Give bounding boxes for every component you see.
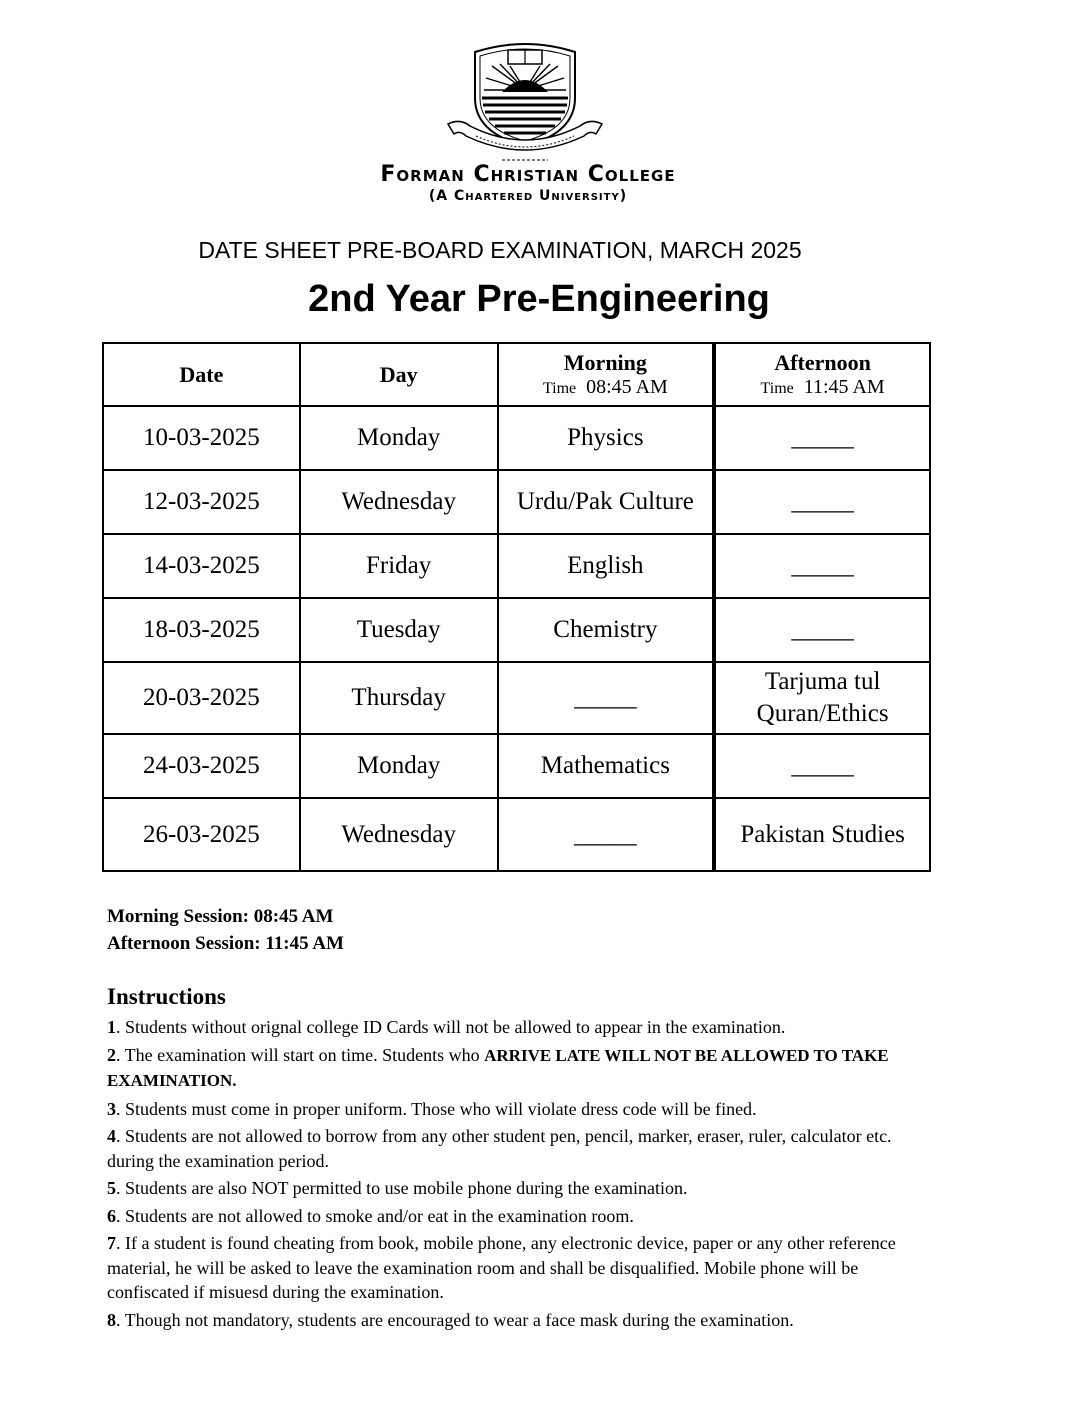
instruction-item [107,1231,907,1305]
afternoon-time-value: 11:45 AM [803,375,885,398]
instruction-number: 7 [107,1233,116,1253]
cell-date: 18-03-2025 [103,598,300,662]
cell-day: Wednesday [300,470,498,534]
instruction-item [107,1176,907,1201]
table-row [103,534,930,598]
cell-afternoon: _____ [714,406,930,470]
instruction-text: . Students are not allowed to borrow from any other student pen, pencil, marker, eraser, ruler, calculator etc. during the examination period. [107,1126,892,1171]
afternoon-session-time: Afternoon Session: 11:45 AM [107,933,344,954]
instruction-number: 5 [107,1178,116,1198]
instruction-item [107,1097,907,1122]
college-name: Forman Christian College [380,162,676,187]
program-title: 2nd Year Pre-Engineering [308,278,770,320]
morning-time-label: Time [542,379,577,397]
instruction-number: 3 [107,1098,116,1119]
cell-day: Monday [300,406,498,470]
instruction-text: . Students must come in proper uniform. Those who will violate dress code will be fined. [116,1098,757,1119]
cell-morning: _____ [498,662,715,734]
cell-day: Thursday [300,662,498,734]
header-afternoon-time [716,376,929,400]
cell-morning: Urdu/Pak Culture [498,470,715,534]
table-row [103,406,930,470]
instruction-item [107,1043,907,1094]
instruction-text: . Students are not allowed to smoke and/or eat in the examination room. [116,1205,634,1226]
table-row [103,798,930,871]
header-morning-time [499,376,713,400]
cell-afternoon: _____ [714,598,930,662]
table-row [103,470,930,534]
cell-afternoon: _____ [714,534,930,598]
header-afternoon [714,343,930,406]
cell-morning: English [498,534,715,598]
afternoon-time-label: Time [760,379,794,397]
instruction-number: 8 [107,1309,116,1330]
cell-afternoon-line2: Quran/Ethics [756,700,889,727]
instruction-text: . Though not mandatory, students are encouraged to wear a face mask during the examination. [116,1309,794,1330]
header-date: Date [103,343,300,406]
date-sheet-title: DATE SHEET PRE-BOARD EXAMINATION, MARCH 2025 [198,237,802,263]
header-afternoon-label: Afternoon [774,349,871,375]
cell-day: Tuesday [300,598,498,662]
header-morning-label: Morning [563,349,647,375]
table-row [103,598,930,662]
session-times [107,903,344,957]
cell-afternoon: _____ [714,470,930,534]
cell-morning: Physics [498,406,715,470]
exam-schedule-table [102,342,931,872]
cell-date: 12-03-2025 [103,470,300,534]
instruction-item [107,1015,907,1040]
instruction-number: 6 [107,1205,116,1226]
cell-day: Friday [300,534,498,598]
table-row [103,734,930,798]
cell-morning: Chemistry [498,598,715,662]
cell-afternoon: Pakistan Studies [714,798,930,871]
cell-date: 10-03-2025 [103,406,300,470]
instruction-emphasis: ARRIVE LATE WILL NOT BE ALLOWED TO TAKE EXAMINATION. [107,1045,889,1090]
instruction-item [107,1204,907,1229]
table-row [103,662,930,734]
instruction-number: 2 [107,1044,116,1065]
instruction-item [107,1308,907,1333]
instruction-number: 1 [107,1017,116,1037]
cell-day: Monday [300,734,498,798]
instruction-item [107,1124,907,1173]
instruction-text: . If a student is found cheating from book, mobile phone, any electronic device, paper or any other reference material, he will be asked to leave the examination room and shall be disqualified. Mobile phone will be confiscated if misuesd during the examination. [107,1233,896,1302]
cell-morning: _____ [498,798,715,871]
cell-afternoon: _____ [714,734,930,798]
header-morning [498,343,715,406]
college-subtitle: (A Chartered University) [428,188,628,204]
morning-time-value: 08:45 AM [586,375,668,398]
cell-date: 20-03-2025 [103,662,300,734]
table-header-row [103,343,930,406]
cell-morning: Mathematics [498,734,715,798]
cell-date: 14-03-2025 [103,534,300,598]
cell-afternoon [714,662,930,734]
cell-date: 24-03-2025 [103,734,300,798]
instructions-heading: Instructions [107,984,226,1009]
cell-day: Wednesday [300,798,498,871]
morning-session-time: Morning Session: 08:45 AM [107,906,334,927]
header-day: Day [300,343,498,406]
instruction-text: . Students are also NOT permitted to use mobile phone during the examination. [116,1178,688,1198]
instruction-text: . Students without orignal college ID Cards will not be allowed to appear in the examination. [116,1017,786,1037]
college-crest-logo [440,38,610,168]
cell-afternoon-line1: Tarjuma tul [764,668,881,695]
instruction-number: 4 [107,1126,116,1146]
instructions-list [107,1015,907,1335]
cell-date: 26-03-2025 [103,798,300,871]
instruction-text: . The examination will start on time. Students who [116,1044,485,1065]
